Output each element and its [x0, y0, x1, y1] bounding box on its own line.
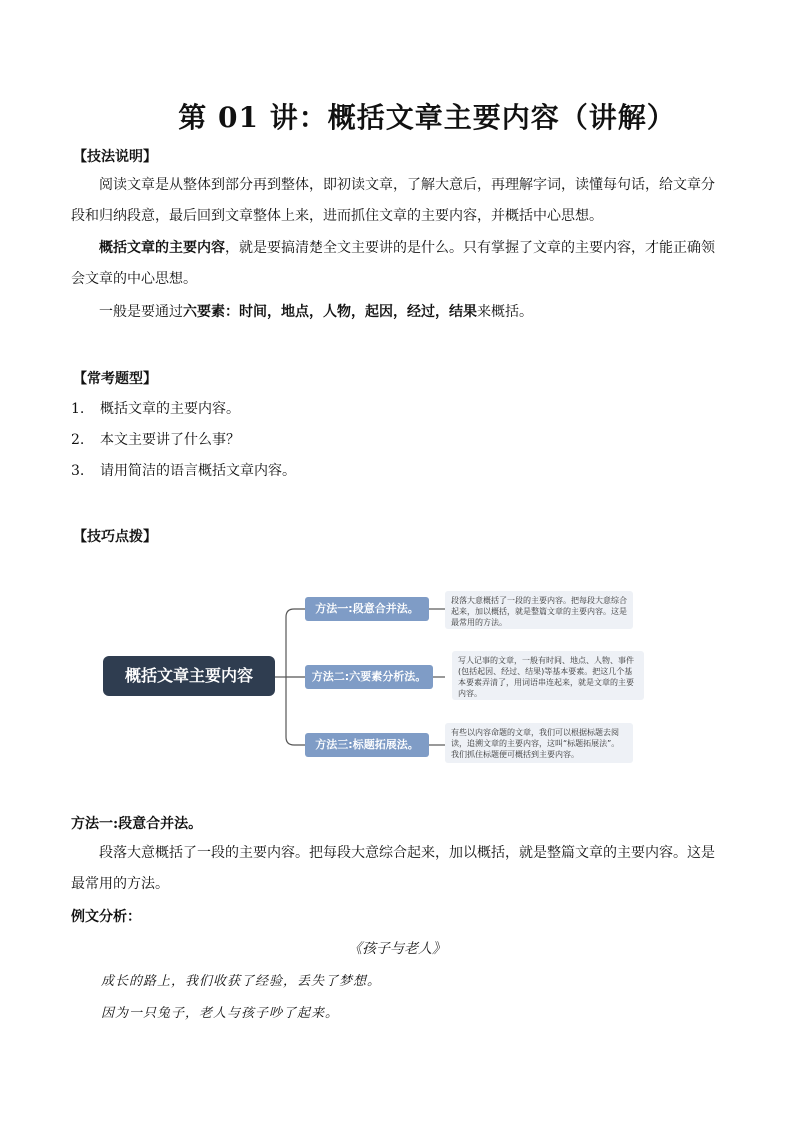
mindmap-note-2: 写人记事的文章，一般有时间、地点、人物、事件(包括起因、经过、结果)等基本要素。把这几个基本要素弄清了，用词语串连起来，就是文章的主要内容。 [452, 651, 644, 700]
technique-p3-bold: 六要素：时间，地点，人物，起因，经过，结果 [183, 304, 477, 320]
example-heading: 例文分析： [71, 909, 141, 925]
list-text: 请用简洁的语言概括文章内容。 [100, 463, 296, 479]
method1-heading: 方法一:段意合并法。 [71, 816, 203, 832]
technique-paragraph-1 [71, 170, 727, 232]
method1-paragraph [71, 838, 727, 900]
list-item [71, 399, 240, 419]
section-heading-technique: 【技法说明】 [73, 149, 157, 165]
mindmap-note-1: 段落大意概括了一段的主要内容。把每段大意综合起来，加以概括，就是整篇文章的主要内容。这是最常用的方法。 [445, 591, 633, 629]
mindmap [100, 585, 660, 765]
technique-p3-post: 来概括。 [477, 304, 533, 320]
technique-p1-text: 阅读文章是从整体到部分再到整体，即初读文章，了解大意后，再理解字词，读懂每句话，给文章分段和归纳段意，最后回到文章整体上来，进而抓住文章的主要内容，并概括中心思想。 [71, 177, 715, 224]
technique-p3-pre: 一般是要通过 [99, 304, 183, 320]
story-line-2: 因为一只兔子，老人与孩子吵了起来。 [101, 1006, 340, 1021]
technique-paragraph-2 [71, 233, 727, 295]
page-title: 第 01 讲：概括文章主要内容（讲解） [178, 101, 676, 134]
story-line-1: 成长的路上，我们收获了经验，丢失了梦想。 [101, 974, 382, 989]
list-item [71, 430, 240, 450]
method1-text: 段落大意概括了一段的主要内容。把每段大意综合起来，加以概括，就是整篇文章的主要内容。这是最常用的方法。 [71, 845, 715, 892]
mindmap-branch-3: 方法三:标题拓展法。 [305, 733, 429, 757]
list-item [71, 461, 296, 481]
list-number: 2. [71, 432, 85, 448]
story-title: 《孩子与老人》 [348, 941, 446, 957]
mindmap-branch-2: 方法二:六要素分析法。 [305, 665, 433, 689]
list-text: 概括文章的主要内容。 [100, 401, 240, 417]
section-heading-tips: 【技巧点拨】 [73, 529, 157, 545]
list-text: 本文主要讲了什么事？ [100, 432, 240, 448]
technique-paragraph-3 [71, 297, 727, 328]
technique-p2-text: ，就是要搞清楚全文主要讲的是什么。只有掌握了文章的主要内容，才能正确领会文章的中心思想。 [71, 240, 715, 287]
technique-p2-bold: 概括文章的主要内容 [99, 240, 225, 256]
mindmap-root: 概括文章主要内容 [103, 656, 275, 696]
mindmap-branch-1: 方法一:段意合并法。 [305, 597, 429, 621]
list-number: 3. [71, 463, 85, 479]
list-number: 1. [71, 401, 85, 417]
mindmap-note-3: 有些以内容命题的文章，我们可以根据标题去阅读，追溯文章的主要内容，这叫“标题拓展法”。我们抓住标题便可概括到主要内容。 [445, 723, 633, 763]
section-heading-question-types: 【常考题型】 [73, 371, 157, 387]
